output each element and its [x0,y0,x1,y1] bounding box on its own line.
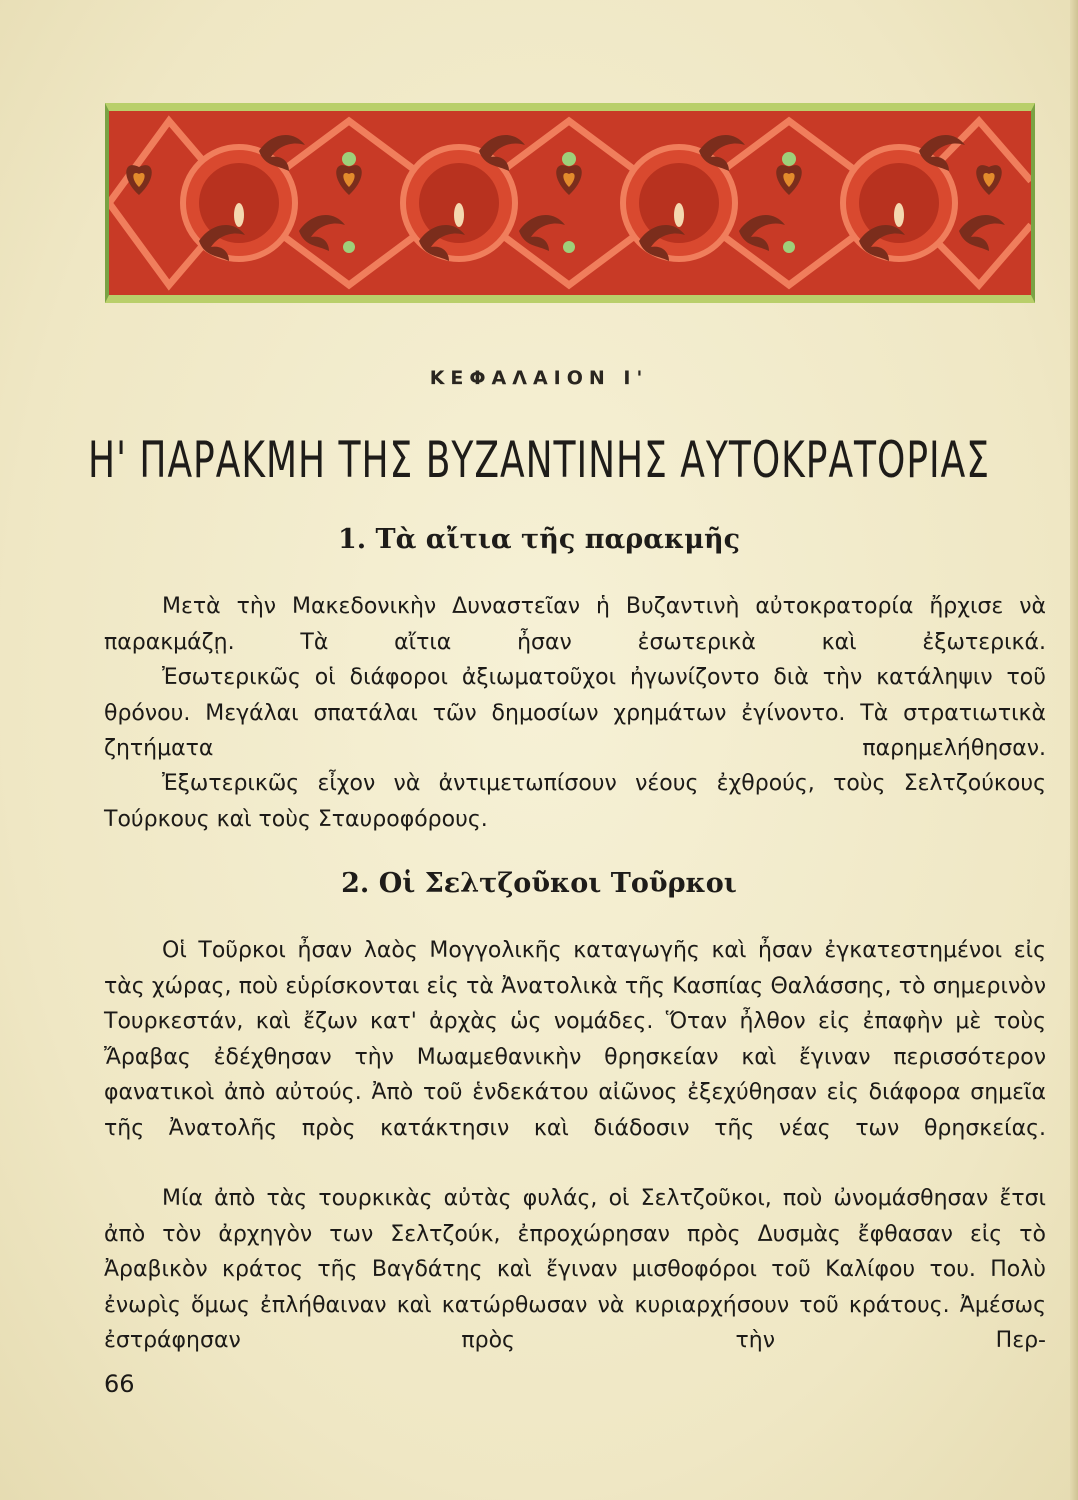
paragraph: Ἐσωτερικῶς οἱ διάφοροι ἀξιωματοῦχοι ἠγωνίζοντο διὰ τὴν κατάληψιν τοῦ θρόνου. Μεγάλαι σπατάλαι τῶν δημοσίων χρημάτων ἐγίνοντο. Τὰ στρατιωτικὰ ζητήματα παρημελήθησαν. [104,665,1046,761]
paragraph: Μετὰ τὴν Μακεδονικὴν Δυναστεῖαν ἡ Βυζαντινὴ αὐτοκρατορία ἤρχισε νὰ παρακμάζῃ. Τὰ αἴτια ἦσαν ἐσωτερικὰ καὶ ἐξωτερικά. [104,594,1046,655]
ornamental-banner [105,103,1035,303]
section-title-causes: 1. Τὰ αἴτια τῆς παρακμῆς [337,524,741,555]
chapter-title: Η' ΠΑΡΑΚΜΗ ΤΗΣ ΒΥΖΑΝΤΙΝΗΣ ΑΥΤΟΚΡΑΤΟΡΙΑΣ [88,432,990,490]
paragraph: Οἱ Τοῦρκοι ἦσαν λαὸς Μογγολικῆς καταγωγῆς καὶ ἦσαν ἐγκατεστημένοι εἰς τὰς χώρας, ποὺ εὑρίσκονται εἰς τὰ Ἀνατολικὰ τῆς Κασπίας Θαλάσσης, τὸ σημερινὸν Τουρκεστάν, καὶ ἔζων κατ' ἀρχὰς ὡς νομάδες. Ὅταν ἦλθον εἰς ἐπαφὴν μὲ τοὺς Ἄραβας ἐδέχθησαν τὴν Μωαμεθανικὴν θρησκείαν καὶ ἔγιναν περισσότερον φανατικοὶ ἀπὸ αὐτούς. Ἀπὸ τοῦ ἑνδεκάτου αἰῶνος ἐξεχύθησαν εἰς διάφορα σημεῖα τῆς Ἀνατολῆς πρὸς κατάκτησιν καὶ διάδοσιν τῆς νέας των θρησκείας. [104,938,1046,1141]
section-title-seljuks: 2. Οἱ Σελτζοῦκοι Τοῦρκοι [341,868,737,899]
paragraph: Μία ἀπὸ τὰς τουρκικὰς αὐτὰς φυλάς, οἱ Σελτζοῦκοι, ποὺ ὠνομάσθησαν ἔτσι ἀπὸ τὸν ἀρχηγὸν των Σελτζούκ, ἐπροχώρησαν πρὸς Δυσμὰς ἔφθασαν εἰς τὸ Ἀραβικὸν κράτος τῆς Βαγδάτης καὶ ἔγιναν μισθοφόροι τοῦ Καλίφου του. Πολὺ ἐνωρὶς ὅμως ἐπλήθαιναν καὶ κατώρθωσαν νὰ κυριαρχήσουν τοῦ κράτους. Ἀμέσως ἐστράφησαν πρὸς τὴν Περ- [104,1186,1046,1353]
page-edge [1070,0,1078,1500]
page-number: 66 [104,1370,135,1398]
byzantine-ornament-icon [109,111,1031,295]
chapter-label: ΚΕΦΑΛΑΙΟΝ Ι' [429,367,649,389]
paragraph: Ἐξωτερικῶς εἶχον νὰ ἀντιμετωπίσουν νέους ἐχθρούς, τοὺς Σελτζούκους Τούρκους καὶ τοὺς Σταυροφόρους. [104,771,1046,832]
